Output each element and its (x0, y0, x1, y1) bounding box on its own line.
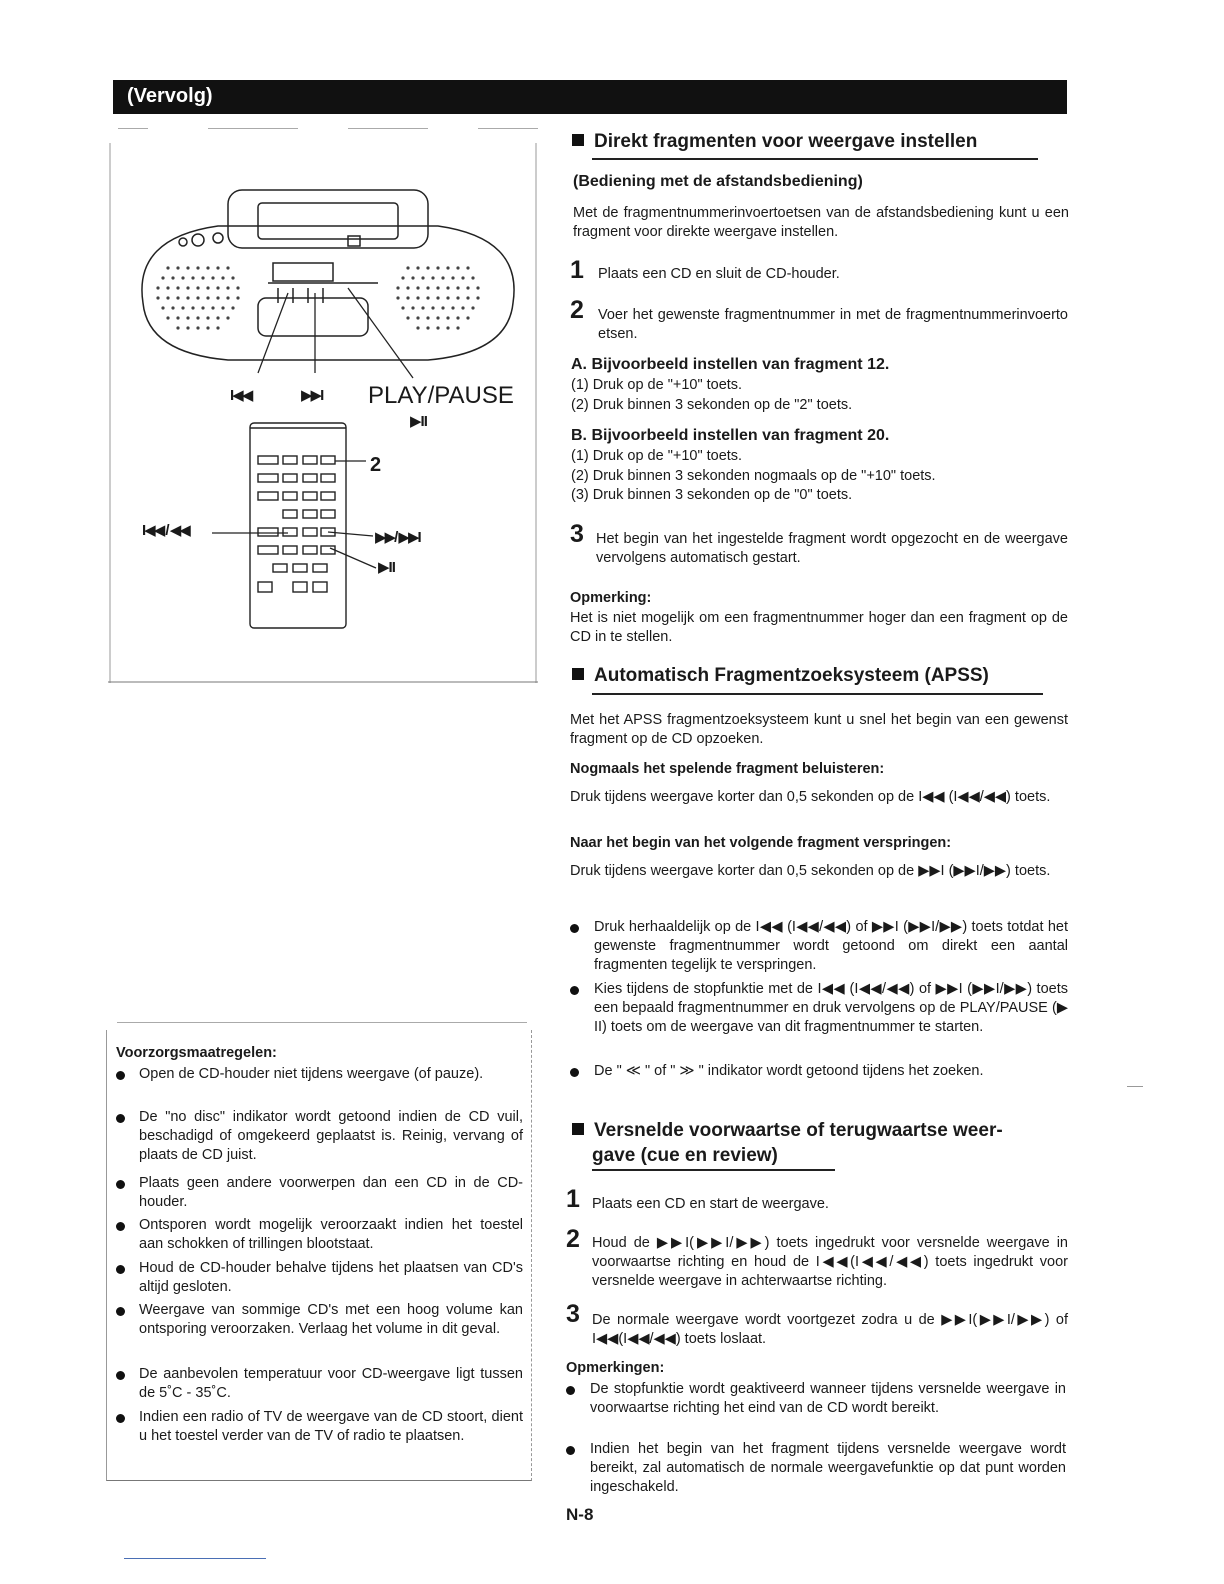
label-next-track: ▶▶I (301, 387, 323, 404)
bullet (570, 986, 579, 995)
section-title: Automatisch Fragmentzoeksysteem (APSS) (572, 665, 989, 687)
remote-label-2: 2 (370, 454, 382, 476)
precaution-item: Houd de CD-houder behalve tijdens het plaatsen van CD's altijd gesloten. (139, 1260, 523, 1295)
bullet (570, 924, 579, 933)
bullet (116, 1371, 125, 1380)
step-text: De normale weergave wordt voortgezet zodra u de ▶▶I(▶▶I/▶▶) of I◀◀(I◀◀/◀◀) toets loslaat. (592, 1312, 1068, 1347)
step-text: Het begin van het ingestelde fragment wordt opgezocht en de weergave vervolgens automatisch gestart. (596, 531, 1068, 566)
step-text: Houd de ▶▶I(▶▶I/▶▶) toets ingedrukt voor versnelde weergave in voorwaartse richting en houd de I◀◀(I◀◀/◀◀) toets ingedrukt voor versnelde weergave in achterwaartse richting. (592, 1235, 1068, 1289)
step-text: Plaats een CD en sluit de CD-houder. (598, 266, 840, 282)
cd-player-icon (142, 190, 514, 360)
notes-title: Opmerkingen: (566, 1360, 665, 1376)
bullet-text: De " ≪ " of " ≫ " indikator wordt getoond tijdens het zoeken. (594, 1063, 984, 1079)
example-step: (1) Druk op de "+10" toets. (571, 377, 743, 393)
example-step: (3) Druk binnen 3 sekonden op de "0" toets. (571, 487, 853, 503)
label-prev-track: I◀◀ (230, 387, 252, 404)
bullet (116, 1265, 125, 1274)
precaution-item: De aanbevolen temperatuur voor CD-weergave ligt tussen de 5˚C - 35˚C. (139, 1366, 523, 1401)
bullet (570, 1068, 579, 1077)
paragraph: Druk tijdens weergave korter dan 0,5 sekonden op de I◀◀ (I◀◀/◀◀) toets. (570, 789, 1051, 805)
remote-control-icon (250, 423, 346, 628)
header-title: (Vervolg) (127, 85, 213, 107)
paragraph: Druk tijdens weergave korter dan 0,5 sekonden op de ▶▶I (▶▶I/▶▶) toets. (570, 863, 1051, 879)
step-number: 2 (566, 1225, 580, 1253)
precautions-title: Voorzorgsmaatregelen: (116, 1045, 277, 1061)
bullet (116, 1180, 125, 1189)
precaution-item: Ontsporen wordt mogelijk veroorzaakt indien het toestel aan schokken of trillingen blootstaat. (139, 1217, 523, 1252)
bullet (116, 1071, 125, 1080)
step-number: 1 (566, 1185, 580, 1213)
section-title: Versnelde voorwaartse of terugwaartse weer- (572, 1120, 1003, 1142)
bullet (566, 1386, 575, 1395)
title-underline (592, 693, 1043, 695)
header-bar (113, 80, 1067, 114)
label-play-pause-symbol: ▶II (410, 413, 427, 430)
precaution-item: Weergave van sommige CD's met een hoog volume kan ontsporing veroorzaken. Verlaag het volume in dit geval. (139, 1302, 523, 1337)
section-subtitle: (Bediening met de afstandsbediening) (573, 173, 863, 190)
precaution-item: De "no disc" indikator wordt getoond indien de CD vuil, beschadigd of omgekeerd geplaatst is. Reinig, vervang of plaats de CD juist. (139, 1109, 523, 1163)
section-title-line2: gave (cue en review) (592, 1145, 778, 1166)
square-bullet-icon (572, 668, 584, 680)
title-underline (592, 1169, 835, 1171)
square-bullet-icon (572, 134, 584, 146)
step-text: Voer het gewenste fragmentnummer in met de fragmentnummerinvoertoetsen. (598, 307, 1068, 342)
bullet (566, 1446, 575, 1455)
subheading: Naar het begin van het volgende fragment verspringen: (570, 835, 952, 851)
example-step: (2) Druk binnen 3 sekonden op de "2" toets. (571, 397, 853, 413)
section-intro: Met het APSS fragmentzoeksysteem kunt u snel het begin van een gewenst fragment op de CD opzoeken. (570, 712, 1068, 747)
label-play-pause: PLAY/PAUSE (368, 382, 514, 409)
example-title: A. Bijvoorbeeld instellen van fragment 12. (571, 356, 890, 373)
section-intro: Met de fragmentnummerinvoertoetsen van de afstandsbediening kunt u een fragment voor direkte weergave instellen. (573, 205, 1069, 240)
section-title: Direkt fragmenten voor weergave instellen (572, 131, 977, 153)
step-number: 3 (570, 520, 584, 548)
bullet (116, 1222, 125, 1231)
example-step: (1) Druk op de "+10" toets. (571, 448, 743, 464)
bullet (116, 1307, 125, 1316)
remote-label-play: ▶II (378, 559, 395, 576)
margin-mark (1127, 1086, 1143, 1087)
precaution-item: Open de CD-houder niet tijdens weergave (of pauze). (139, 1066, 484, 1082)
example-title: B. Bijvoorbeeld instellen van fragment 20. (571, 427, 890, 444)
bullet (116, 1114, 125, 1123)
step-number: 2 (570, 296, 584, 324)
remote-label-left: I◀◀ / ◀◀ (142, 522, 189, 539)
note-text: De stopfunktie wordt geaktiveerd wanneer tijdens versnelde weergave in voorwaartse richting het eind van de CD wordt bereikt. (590, 1381, 1066, 1416)
step-number: 1 (570, 256, 584, 284)
note-text: Het is niet mogelijk om een fragmentnummer hoger dan een fragment op de CD in te stellen. (570, 610, 1068, 645)
precaution-item: Indien een radio of TV de weergave van de CD stoort, dient u het toestel verder van de TV of radio te plaatsen. (139, 1409, 523, 1444)
page-number: N-8 (566, 1505, 594, 1524)
precaution-item: Plaats geen andere voorwerpen dan een CD in de CD-houder. (139, 1175, 523, 1210)
bullet-text: Kies tijdens de stopfunktie met de I◀◀ (I◀◀/◀◀) of ▶▶I (▶▶I/▶▶) toets een bepaald fragmentnummer en druk vervolgens op de PLAY/PAUSE (▶ II) toets om de weergave van dit fragmentnummer te starten. (594, 981, 1068, 1035)
step-number: 3 (566, 1300, 580, 1328)
footer-line (124, 1558, 266, 1559)
square-bullet-icon (572, 1123, 584, 1135)
title-underline (592, 158, 1038, 160)
note-text: Indien het begin van het fragment tijdens versnelde weergave wordt bereikt, zal automatisch de normale weergavefunktie op dat punt worden ingeschakeld. (590, 1441, 1066, 1495)
bullet (116, 1414, 125, 1423)
example-step: (2) Druk binnen 3 sekonden nogmaals op de "+10" toets. (571, 468, 936, 484)
step-text: Plaats een CD en start de weergave. (592, 1196, 829, 1212)
remote-label-right: ▶▶/ ▶▶I (375, 529, 420, 546)
note-title: Opmerking: (570, 590, 652, 606)
subheading: Nogmaals het spelende fragment beluisteren: (570, 761, 885, 777)
bullet-text: Druk herhaaldelijk op de I◀◀ (I◀◀/◀◀) of ▶▶I (▶▶I/▶▶) toets totdat het gewenste fragmentnummer wordt getoond om direkt een aantal fragmenten tegelijk te verspringen. (594, 919, 1068, 973)
